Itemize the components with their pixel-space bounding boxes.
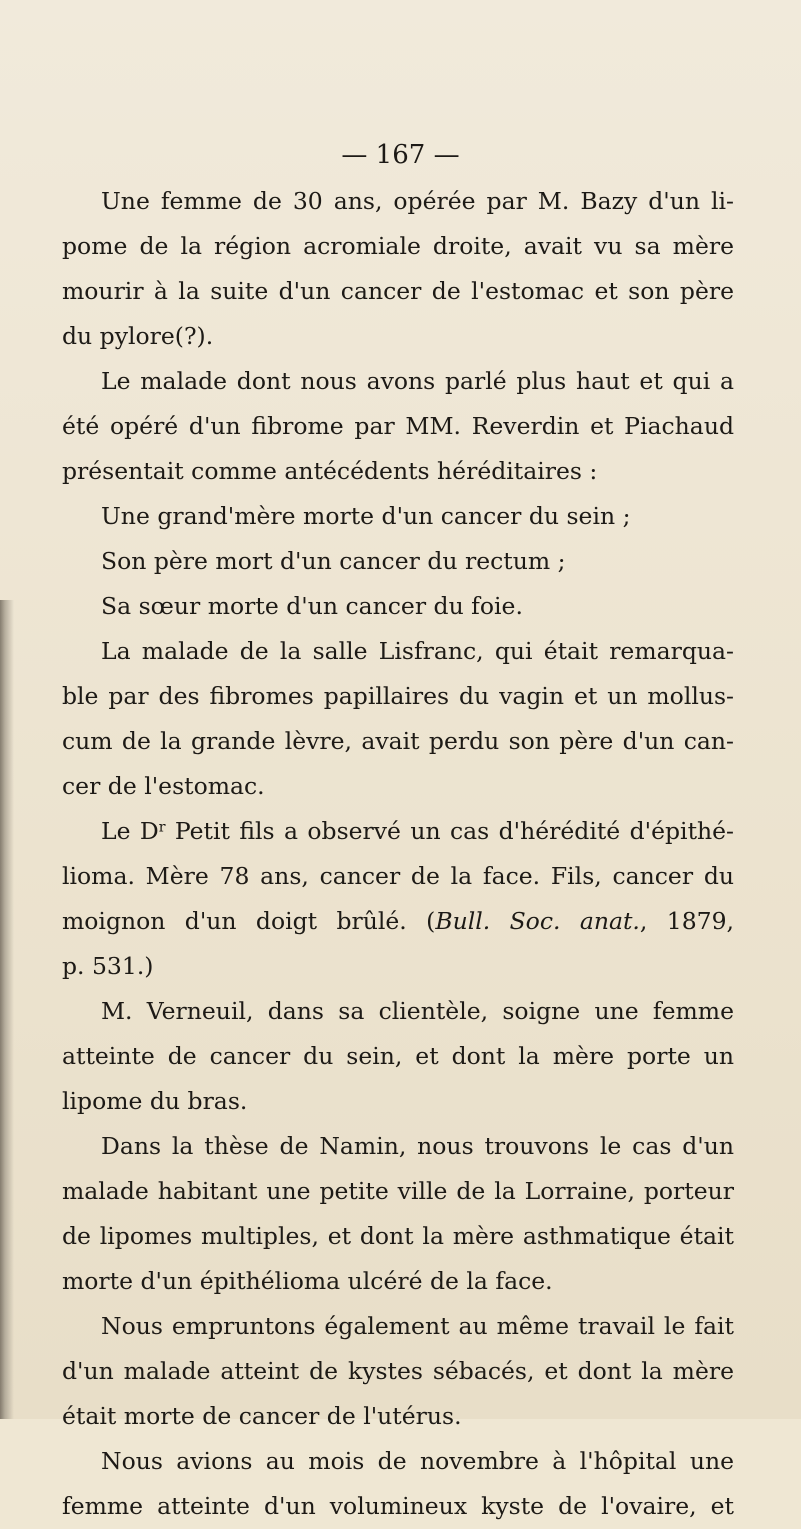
text-line-citation	[62, 898, 734, 944]
text-line: cum de la grande lèvre, avait perdu son père d'un can-	[62, 727, 734, 755]
text-line: atteinte de cancer du sein, et dont la mère porte un	[62, 1042, 734, 1070]
dr-superscript: r	[158, 819, 166, 836]
text-line: de lipomes multiples, et dont la mère asthmatique était	[62, 1222, 734, 1250]
text-fragment: , 1879,	[639, 907, 735, 935]
text-line: Sa sœur morte d'un cancer du foie.	[101, 592, 523, 620]
text-line: Nous empruntons également au même travail le fait	[101, 1312, 734, 1340]
text-line: La malade de la salle Lisfranc, qui était remarqua-	[101, 637, 734, 665]
text-line: Une grand'mère morte d'un cancer du sein ;	[101, 502, 631, 530]
text-line: ble par des fibromes papillaires du vagin et un mollus-	[62, 682, 734, 710]
citation-title: Bull. Soc. anat.	[435, 907, 640, 935]
page-edge-shadow	[0, 600, 14, 1419]
text-line: du pylore(?).	[62, 322, 214, 350]
text-fragment: Petit fils a observé un cas d'hérédité d'épithé-	[174, 817, 734, 845]
text-line: Le malade dont nous avons parlé plus haut et qui a	[101, 367, 734, 395]
text-line: p. 531.)	[62, 952, 154, 980]
page-number: — 167 —	[341, 140, 460, 170]
text-line: cer de l'estomac.	[62, 772, 265, 800]
text-line: malade habitant une petite ville de la Lorraine, porteur	[62, 1177, 734, 1205]
text-line: mourir à la suite d'un cancer de l'estomac et son père	[62, 277, 734, 305]
text-fragment: moignon d'un doigt brûlé. (	[62, 907, 436, 935]
text-line: lipome du bras.	[62, 1087, 248, 1115]
text-line: été opéré d'un fibrome par MM. Reverdin et Piachaud	[62, 412, 734, 440]
text-line: lioma. Mère 78 ans, cancer de la face. Fils, cancer du	[62, 862, 734, 890]
text-line: Une femme de 30 ans, opérée par M. Bazy d'un li-	[101, 187, 734, 215]
text-line: Nous avions au mois de novembre à l'hôpital une	[101, 1447, 734, 1475]
text-line: femme atteinte d'un volumineux kyste de l'ovaire, et	[62, 1492, 734, 1520]
text-line: morte d'un épithélioma ulcéré de la face.	[62, 1267, 553, 1295]
text-line: d'un malade atteint de kystes sébacés, et dont la mère	[62, 1357, 734, 1385]
dr-prefix: Le D	[101, 817, 159, 845]
text-line: pome de la région acromiale droite, avait vu sa mère	[62, 232, 734, 260]
text-line-dr-petit	[101, 808, 734, 854]
text-line: présentait comme antécédents héréditaires :	[62, 457, 598, 485]
text-line: Dans la thèse de Namin, nous trouvons le cas d'un	[101, 1132, 734, 1160]
text-line: M. Verneuil, dans sa clientèle, soigne une femme	[101, 997, 734, 1025]
text-line: Son père mort d'un cancer du rectum ;	[101, 547, 566, 575]
text-line: était morte de cancer de l'utérus.	[62, 1402, 462, 1430]
